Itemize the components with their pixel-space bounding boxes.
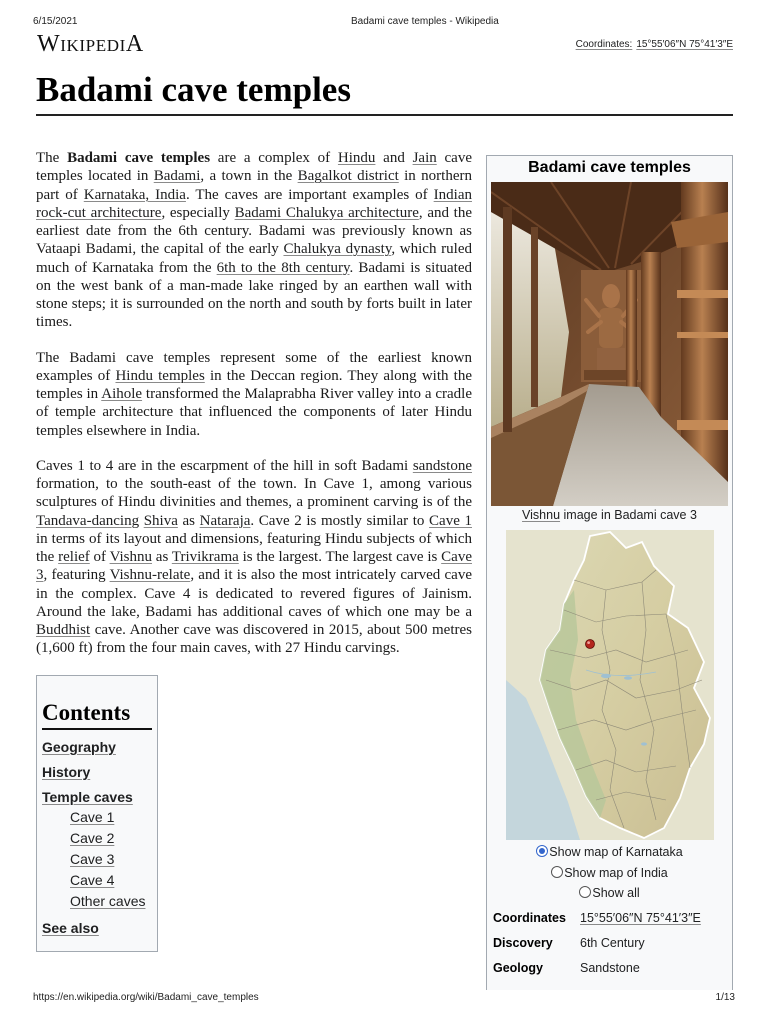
paragraph-text: in northern part of [36, 168, 472, 203]
paragraph-text: The Badami cave temples represent some of the earliest known examples of [36, 349, 472, 384]
paragraph-text: and [375, 150, 413, 166]
paragraph-text: . Cave 2 is mostly similar to [250, 512, 430, 529]
paragraph-text: . The caves are important examples of [185, 186, 434, 203]
map-option-label: Show map of India [564, 865, 668, 880]
far-column [626, 270, 637, 392]
paragraph-text: , and it is also the most intricately carved cave in the complex. Cave 4 is dedicated to revered figures of Jainism. Around the lake, Badami has additional caves of which one may be a [36, 567, 473, 620]
radio-button[interactable] [551, 866, 563, 878]
link-vishnu-relate[interactable]: Vishnu-relate [109, 567, 191, 584]
location-marker[interactable] [585, 640, 594, 649]
paragraph-text: , a town in the [200, 168, 298, 185]
link-cave-1[interactable]: Cave 1 [429, 512, 472, 529]
map-switcher [487, 842, 732, 904]
toc-entry [42, 735, 152, 760]
link-bagalkot-district[interactable]: Bagalkot district [297, 168, 399, 185]
print-page-number: 1/13 [715, 992, 735, 1003]
link-aihole[interactable]: Aihole [101, 386, 143, 402]
toc-subsection [42, 807, 152, 912]
paragraph-text: of [89, 549, 110, 565]
page-title: Badami cave temples [36, 70, 351, 109]
toc-item-see-also[interactable]: See also [42, 919, 99, 936]
toc-entry [42, 849, 152, 870]
map-option-karnataka[interactable] [487, 842, 732, 863]
link-trivikrama[interactable]: Trivikrama [171, 549, 239, 565]
toc-item-history[interactable]: History [42, 763, 91, 780]
toc-entry [42, 760, 152, 785]
link-karnataka-india[interactable]: Karnataka, India [83, 186, 186, 203]
link-relief[interactable]: relief [58, 549, 90, 565]
intro-paragraph-3 [36, 457, 472, 658]
left-column [531, 227, 538, 407]
left-column [503, 207, 512, 432]
map-option-label: Show map of Karnataka [549, 845, 683, 859]
toc-sublist [42, 807, 152, 912]
toc-item-cave-2[interactable]: Cave 2 [70, 829, 115, 846]
link-chalukya-dynasty[interactable]: Chalukya dynasty [283, 241, 392, 258]
link-buddhist[interactable]: Buddhist [36, 622, 91, 638]
toc-heading: Contents [42, 698, 152, 730]
infobox-title: Badami cave temples [528, 159, 691, 176]
infobox-row-coordinates [487, 906, 732, 931]
paragraph-text: , and the earliest date from the 6th century. Badami was previously known as Vataapi Badami, the capital of the early [36, 204, 472, 258]
photo-caption [487, 507, 732, 523]
toc-list [42, 735, 152, 941]
toc-entry [42, 891, 152, 912]
toc-item-cave-3[interactable]: Cave 3 [70, 850, 115, 867]
link-hindu[interactable]: Hindu [337, 150, 376, 166]
title-divider [36, 114, 733, 116]
infobox-label: Geology [493, 961, 544, 975]
radio-button[interactable] [536, 845, 548, 857]
infobox-value: 6th Century [580, 936, 645, 950]
print-url: https://en.wikipedia.org/wiki/Badami_cave_temples [33, 992, 259, 1003]
intro-paragraph-1 [36, 149, 472, 332]
link-sandstone[interactable]: sandstone [412, 457, 472, 474]
link-badami-chalukya-architecture[interactable]: Badami Chalukya architecture [234, 204, 419, 221]
paragraph-text: . Badami is situated on the west bank of a man-made lake ringed by an earthen wall with stone steps; it is surrounded on the north and south by forts built in later times. [36, 259, 472, 331]
karnataka-relief-map[interactable] [506, 530, 714, 840]
paragraph-text: in the Deccan region. They along with the temples in [36, 367, 472, 402]
link-tandava-dancing[interactable]: Tandava-dancing [36, 512, 140, 529]
link-indian-rock-cut-architecture[interactable]: Indian rock-cut architecture [36, 186, 472, 221]
infobox [486, 155, 733, 990]
link-nataraja[interactable]: Nataraja [199, 512, 251, 529]
paragraph-text: in terms of its layout and dimensions, featuring Hindu subjects of which the [36, 530, 472, 565]
toc-entry [42, 807, 152, 828]
infobox-row-geology [487, 956, 732, 981]
infobox-row-discovery [487, 931, 732, 956]
wikipedia-logo[interactable]: WikipediA [37, 31, 144, 57]
paragraph-text: are a complex of [210, 150, 338, 166]
paragraph-text: , especially [161, 204, 235, 221]
infobox-table [487, 906, 732, 981]
link-badami[interactable]: Badami [153, 168, 201, 185]
toc-item-cave-1[interactable]: Cave 1 [70, 808, 115, 825]
paragraph-text: as [152, 549, 172, 565]
paragraph-text: , featuring [43, 567, 110, 584]
link-cave-3[interactable]: Cave 3 [36, 549, 472, 584]
toc-item-other-caves[interactable]: Other caves [70, 892, 146, 909]
toc-entry [42, 828, 152, 849]
infobox-label: Coordinates [493, 911, 566, 925]
link-hindu-temples[interactable]: Hindu temples [115, 367, 205, 384]
toc-entry [42, 916, 152, 941]
toc-item-geography[interactable]: Geography [42, 738, 116, 755]
infobox-coordinates-link[interactable]: 15°55′06″N 75°41′3″E [580, 911, 701, 925]
paragraph-text: cave temples located in [36, 150, 472, 185]
coordinates-top [576, 39, 733, 51]
print-date: 6/15/2021 [33, 16, 78, 27]
infobox-label: Discovery [493, 936, 553, 950]
paragraph-text: cave. Another cave was discovered in 2015, about 500 metres (1,600 ft) from the four main caves, with 27 Hindu carvings. [36, 622, 472, 657]
infobox-value: Sandstone [580, 961, 640, 975]
paragraph-text: The [36, 150, 68, 166]
link-shiva[interactable]: Shiva [143, 512, 178, 529]
paragraph-text: , which ruled much of Karnataka from the [36, 241, 472, 276]
bold-term: Badami cave temples [67, 150, 211, 166]
link-6th-to-the-8th-century[interactable]: 6th to the 8th century [216, 259, 350, 276]
map-option-india[interactable] [487, 863, 732, 884]
paragraph-text: image in Badami cave 3 [560, 508, 697, 522]
toc-entry [42, 870, 152, 891]
paragraph-text: Caves 1 to 4 are in the escarpment of the hill in soft Badami [36, 457, 413, 474]
radio-button[interactable] [579, 886, 591, 898]
map-option-label: Show all [592, 886, 640, 900]
paragraph-text: is the largest. The largest cave is [238, 549, 442, 565]
paragraph-text: formation, to the south-east of the town. In Cave 1, among various sculptures of Hindu divinities and themes, a prominent carving is of the [36, 476, 472, 511]
toc-item-cave-4[interactable]: Cave 4 [70, 871, 115, 888]
article-body [36, 149, 472, 952]
intro-paragraph-2 [36, 349, 472, 440]
link-vishnu[interactable]: Vishnu [109, 549, 153, 565]
paragraph-text: as [177, 512, 200, 529]
coordinates-label-link[interactable]: Coordinates: [575, 39, 633, 50]
link-vishnu[interactable]: Vishnu [522, 508, 561, 522]
table-of-contents [36, 675, 158, 952]
paragraph-text: transformed the Malaprabha River valley into a cradle of temple architecture that influenced the components of later Hindu temples elsewhere in India. [36, 386, 472, 439]
cave-interior-photo[interactable] [491, 182, 728, 506]
toc-item-temple-caves[interactable]: Temple caves [42, 788, 133, 805]
coordinates-value-link[interactable]: 15°55′06″N 75°41′3″E [636, 39, 733, 50]
print-page-title: Badami cave temples - Wikipedia [351, 16, 499, 27]
link-jain[interactable]: Jain [412, 150, 437, 166]
map-option-all[interactable] [487, 883, 732, 904]
